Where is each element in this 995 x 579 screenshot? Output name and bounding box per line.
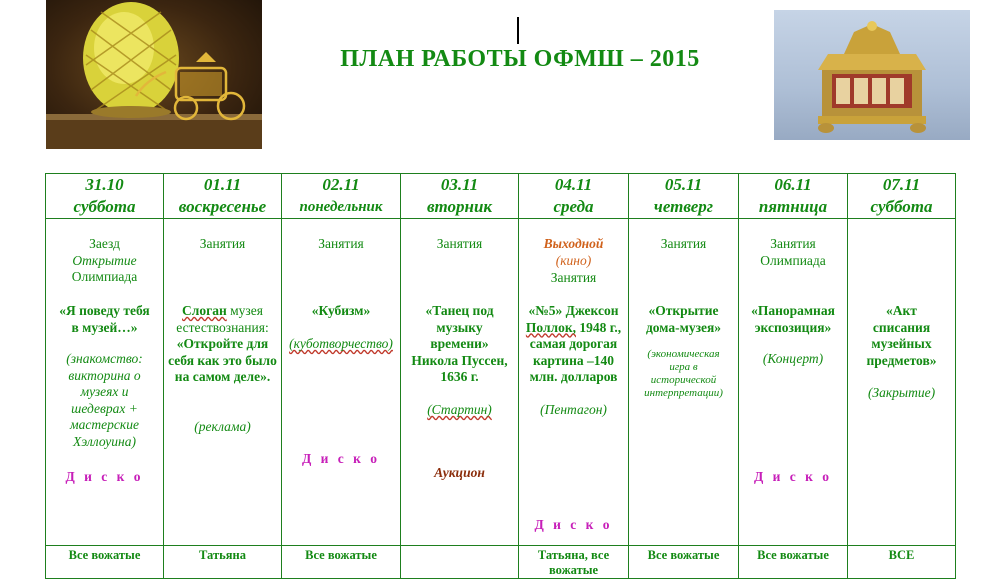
- day1-lines: Заезд Открытие Олимпиада: [71, 236, 138, 284]
- day4-event: «Танец под музыку времени» Никола Пуссен, 1636 г.: [411, 303, 508, 384]
- staff-cell-3: Все вожатые: [282, 546, 401, 579]
- schedule-table: [45, 173, 956, 579]
- day-header-8: 07.11 суббота: [848, 174, 956, 219]
- day1-event: «Я поведу тебя в музей…»: [59, 303, 150, 335]
- day5-day-off: Выходной: [543, 236, 604, 251]
- day5-lines: Занятия: [550, 270, 597, 285]
- day4-note: (Стартин): [427, 402, 492, 417]
- day1-disco: Д и с к о: [65, 469, 144, 484]
- day3-disco: Д и с к о: [301, 451, 381, 466]
- day3-note: (куботворчество): [289, 336, 393, 351]
- staff-cell-1: Все вожатые: [46, 546, 164, 579]
- text-cursor: [517, 17, 519, 44]
- day7-disco: Д и с к о: [753, 469, 833, 484]
- staff-cell-6: Все вожатые: [629, 546, 739, 579]
- page-title: ПЛАН РАБОТЫ ОФМШ – 2015: [340, 46, 700, 72]
- day-cell-5: [519, 219, 629, 546]
- day-header-5: 04.11 среда: [519, 174, 629, 219]
- day8-note: (Закрытие): [867, 385, 936, 400]
- activities-row: [46, 219, 956, 546]
- day8-event: «Акт списания музейных предметов»: [866, 303, 937, 368]
- day6-lines: Занятия: [660, 236, 707, 251]
- day-header-2: 01.11 воскресенье: [164, 174, 282, 219]
- day-cell-8: [848, 219, 956, 546]
- day7-lines: Занятия Олимпиада: [760, 236, 826, 268]
- day2-note: (реклама): [194, 419, 251, 434]
- jewel-casket-photo: [774, 10, 970, 140]
- day5-event: «№5» Джексон Поллок, 1948 г., самая дорогая картина –140 млн. долларов: [525, 303, 622, 384]
- day-header-6: 05.11 четверг: [629, 174, 739, 219]
- day4-auction: Аукцион: [434, 465, 485, 480]
- day6-event: «Открытие дома-музея»: [645, 303, 722, 335]
- day6-note: (экономическая игра в исторической интерпретации): [644, 348, 723, 399]
- faberge-egg-photo: [46, 0, 262, 149]
- staff-cell-5: Татьяна, все вожатые: [519, 546, 629, 579]
- day3-lines: Занятия: [318, 236, 364, 251]
- day-header-1: 31.10 суббота: [46, 174, 164, 219]
- day-cell-1: [46, 219, 164, 546]
- day-cell-4: [401, 219, 519, 546]
- staff-row: [46, 546, 956, 579]
- day5-day-off-note: (кино): [555, 253, 592, 268]
- day2-event: Слоган музея естествознания: «Откройте для себя как это было на самом деле».: [168, 303, 277, 384]
- day-header-7: 06.11 пятница: [739, 174, 848, 219]
- day-cell-7: [739, 219, 848, 546]
- day7-event: «Панорамная экспозиция»: [751, 303, 835, 335]
- day2-lines: Занятия: [199, 236, 246, 251]
- day-cell-3: [282, 219, 401, 546]
- staff-cell-2: Татьяна: [164, 546, 282, 579]
- staff-cell-7: Все вожатые: [739, 546, 848, 579]
- day-header-3: 02.11 понедельник: [282, 174, 401, 219]
- day1-note: (знакомство: викторина о музеях и шедеврах + мастерские Хэллоуина): [66, 351, 143, 449]
- day7-note: (Концерт): [762, 351, 824, 366]
- day-header-4: 03.11 вторник: [401, 174, 519, 219]
- day5-disco: Д и с к о: [534, 517, 613, 532]
- day5-note: (Пентагон): [540, 402, 607, 417]
- staff-cell-8: ВСЕ: [848, 546, 956, 579]
- day3-event: «Кубизм»: [311, 303, 371, 318]
- day-cell-2: [164, 219, 282, 546]
- day4-lines: Занятия: [436, 236, 483, 251]
- day-cell-6: [629, 219, 739, 546]
- header-row: [46, 174, 956, 219]
- staff-cell-4: [401, 546, 519, 579]
